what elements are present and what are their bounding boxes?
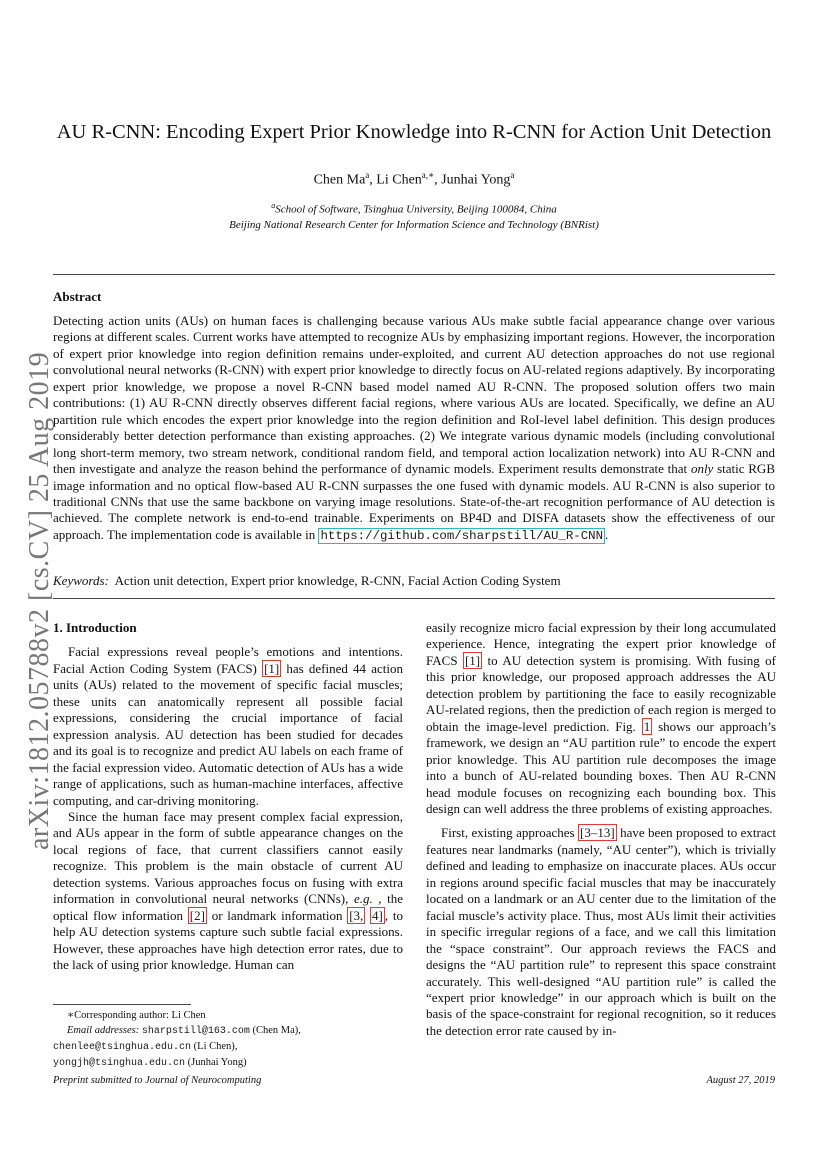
code-repository-link[interactable] (318, 527, 605, 542)
citation-link[interactable]: [1] (464, 652, 481, 668)
citation-link[interactable]: [1] (264, 660, 280, 676)
footnote-email-line (53, 1055, 403, 1071)
citation-link[interactable]: 4] (372, 907, 383, 923)
citation-link[interactable]: [2] (189, 907, 205, 923)
paragraph (426, 825, 776, 1039)
affiliations (40, 198, 788, 233)
keywords-text: Action unit detection, Expert prior knowledge, R-CNN, Facial Action Coding System (114, 573, 561, 588)
keywords-label: Keywords: (53, 573, 109, 588)
paragraph-text: , the optical flow information (53, 891, 404, 923)
email-link[interactable]: chenlee@tsinghua.edu.cn (53, 1042, 192, 1053)
email-label: Email addresses: (67, 1025, 140, 1036)
abstract-top-rule (53, 274, 775, 275)
paragraph-text: or landmark information (206, 907, 348, 923)
citation-link[interactable]: [3–13] (580, 825, 615, 841)
footnote-rule (53, 1004, 191, 1005)
footnotes (53, 1008, 403, 1071)
author-separator: , (434, 172, 442, 188)
right-column (426, 620, 776, 1039)
paragraph-text: shows our approach’s framework, we design an “AU partition rule” to encode the expert prior knowledge. This AU partition rule decomposes the image into a bunch of AU-related bounding boxes. Then AU R-CNN head module focuses on recognizing each bounding box. This design can well address the three problems of existing approaches. (426, 718, 776, 816)
citation-link[interactable]: [3, (349, 907, 364, 923)
paragraph (53, 809, 403, 974)
author-affiliation-mark: a,∗ (421, 170, 435, 180)
affiliation-mark: a (271, 201, 276, 210)
abstract-text: static RGB image information and no optical flow-based AU R-CNN surpasses the one fused with dynamic models. AU R-CNN is also superior to traditional CNNs that use the same backbone on varying image resolutions. State-of-the-art recognition performance of AU detection is achieved. The complete network is end-to-end trainable. Experiments on BP4D and DISFA datasets show the effectiveness of our approach. The implementation code is available in (53, 461, 775, 542)
email-owner: (Chen Ma), (252, 1025, 301, 1036)
footer-journal: Preprint submitted to Journal of Neurocomputing (53, 1075, 262, 1086)
email-link[interactable]: sharpstill@163.com (141, 1026, 250, 1037)
paragraph-text: Since the human face may present complex facial expression, and AUs appear in the form of subtle appearance changes on the local regions of face, that current classifiers cannot easily recognize. This problem is the main obstacle of current AU detection systems. Various approaches focus on fusing with extra information in convolutional neural networks (CNNs), (53, 808, 403, 907)
paragraph-text: Facial expressions reveal people’s emotions and intentions. Facial Action Coding System (FACS) (53, 644, 403, 676)
paragraph-text: to AU detection system is promising. With fusing of this prior knowledge, our proposed approach addresses the AU detection problem by partitioning the face to easily recognizable AU-related regions, then the prediction of each region is merged to obtain the image-level prediction. Fig. (426, 652, 776, 734)
paragraph (426, 620, 776, 817)
affiliation-line: School of Software, Tsinghua University, Beijing 100084, China (275, 203, 557, 216)
author-name: Chen Ma (313, 172, 366, 188)
author-affiliation-mark: a (510, 170, 515, 180)
author-affiliation-mark: a (365, 170, 370, 180)
paper-title: AU R-CNN: Encoding Expert Prior Knowledge into R-CNN for Action Unit Detection (56, 121, 772, 143)
author-list (40, 170, 788, 189)
code-repository-url: https://github.com/sharpstill/AU_R-CNN (320, 528, 604, 543)
abstract-bottom-rule (53, 598, 775, 599)
paragraph-text: have been proposed to extract features near landmarks (namely, “AU center”), which is trivially defined and leading to emphasize on inaccurate places. AUs occur in regions around specific facial muscles that may be inaccurately located on a landmark or an AU center due to the limitation of the facial muscle’s activity place. Thus, most AUs limit their activities in specific irregular regions of a face, and we call this limitation the “space constraint”. Our approach reviews the FACS and designs the “AU partition rule” to represent this space constraint accurately. This well-designed “AU partition rule” is called the “expert prior knowledge” in our approach which is built on the basis of the space-constraint for regional recognition, so it reduces the detection error rate caused by in- (426, 825, 776, 1038)
paragraph-text: , to help AU detection systems capture such subtle facial expressions. However, these approaches have high detection error rates, due to the lack of using prior knowledge. Human can (53, 907, 403, 973)
affiliation-line: Beijing National Research Center for Information Science and Technology (BNRist) (229, 218, 599, 231)
email-owner: (Li Chen), (193, 1041, 238, 1052)
abstract-text: . (605, 526, 609, 542)
footer-date: August 27, 2019 (706, 1075, 775, 1086)
paragraph-emphasis: e.g. (353, 891, 373, 907)
paragraph (53, 644, 403, 809)
author-name: Li Chen (376, 172, 422, 188)
paragraph-text: First, existing approaches (441, 825, 578, 841)
author-name: Junhai Yong (441, 172, 511, 188)
footnote-emails (53, 1023, 403, 1039)
author-separator: , (369, 172, 377, 188)
abstract-emphasis: only (690, 461, 714, 477)
footnote-email-line (53, 1039, 403, 1055)
abstract-heading: Abstract (53, 289, 102, 304)
abstract-text: Detecting action units (AUs) on human faces is challenging because various AUs make subtle facial appearance change over various regions at different scales. Current works have attempted to recognize AUs by emphasizing important regions. However, the incorporation of expert prior knowledge into region definition remains under-exploited, and current AU detection approaches do not use regional convolutional neural networks (R-CNN) with expert prior knowledge to directly focus on AU-related regions adaptively. By incorporating expert prior knowledge, we propose a novel R-CNN based model named AU R-CNN. The proposed solution offers two main contributions: (1) AU R-CNN directly observes different facial regions, where various AUs are located. Specifically, we define an AU partition rule which encodes the expert prior knowledge into the region definition and RoI-level label definition. This design produces considerably better detection performance than existing approaches. (2) We integrate various dynamic models (including convolutional long short-term memory, two stream network, conditional random field, and temporal action localization network) into AU R-CNN and then investigate and analyze the reason behind the performance of dynamic models. Experiment results demonstrate that (53, 313, 775, 477)
section-heading: 1. Introduction (53, 620, 137, 635)
paragraph-text: has defined 44 action units (AUs) related to the movement of specific facial muscles; these units can anatomically represent all possible facial expressions, considering the crucial importance of facial expression analysis. AU detection has been studied for decades and its goal is to recognize and predict AU labels on each frame of the facial expression video. Automatic detection of AUs has a wide range of applications, such as human-machine interfaces, affective computing, and car-driving monitoring. (53, 660, 403, 808)
email-link[interactable]: yongjh@tsinghua.edu.cn (53, 1058, 186, 1069)
footnote-corresponding-author: ∗Corresponding author: Li Chen (67, 1010, 206, 1021)
left-column (53, 620, 403, 974)
paragraph-text: easily recognize micro facial expression by their long accumulated experience. Hence, integrating the expert prior knowledge of FACS (426, 620, 776, 668)
email-owner: (Junhai Yong) (187, 1057, 247, 1068)
figure-reference-link[interactable]: 1 (643, 718, 651, 734)
keywords (53, 573, 775, 589)
arxiv-stamp-text: arXiv:1812.05788v2 [cs.CV] 25 Aug 2019 (24, 351, 55, 850)
abstract-body (53, 313, 775, 544)
